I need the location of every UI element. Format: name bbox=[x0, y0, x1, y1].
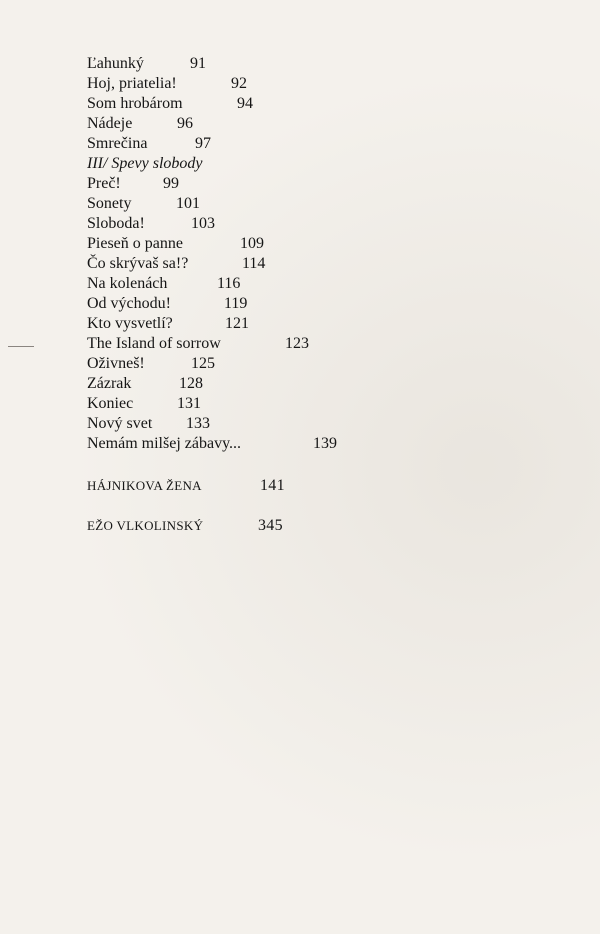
toc-work-page: 345 bbox=[258, 517, 283, 534]
toc-entry bbox=[87, 94, 387, 114]
toc-entry-page: 125 bbox=[191, 355, 215, 372]
toc-entry-title: Pieseň o panne bbox=[87, 235, 183, 252]
toc-entry-title: Nový svet bbox=[87, 415, 153, 432]
toc-entry-title: The Island of sorrow bbox=[87, 335, 221, 352]
toc-entry-page: 103 bbox=[191, 215, 215, 232]
toc-entry-page: 121 bbox=[225, 315, 249, 332]
toc-work-title: HÁJNIKOVA ŽENA bbox=[87, 478, 202, 493]
toc-entry bbox=[87, 354, 387, 374]
toc-entry-title: Kto vysvetlí? bbox=[87, 315, 173, 332]
toc-entry-page: 97 bbox=[195, 135, 211, 152]
toc-entry-page: 109 bbox=[240, 235, 264, 252]
toc-entry-title: Zázrak bbox=[87, 375, 132, 392]
toc-entry bbox=[87, 314, 387, 334]
toc-entry-title: Od východu! bbox=[87, 295, 171, 312]
toc-entry-page: 139 bbox=[313, 435, 337, 452]
toc-entry-title: Hoj, priatelia! bbox=[87, 75, 177, 92]
toc-entry-page: 94 bbox=[237, 95, 253, 112]
toc-entry-title: Čo skrývaš sa!? bbox=[87, 255, 189, 272]
toc-entry bbox=[87, 234, 387, 254]
toc-entry-title: Koniec bbox=[87, 395, 134, 412]
toc-work-entry bbox=[87, 476, 387, 496]
toc-work-page: 141 bbox=[260, 477, 285, 494]
toc-entry bbox=[87, 194, 387, 214]
toc-work-title: EŽO VLKOLINSKÝ bbox=[87, 518, 204, 533]
toc-entry bbox=[87, 134, 387, 154]
toc-entry-title: Smrečina bbox=[87, 135, 148, 152]
toc-entry-page: 119 bbox=[224, 295, 248, 312]
toc-entry-page: 128 bbox=[179, 375, 203, 392]
toc-entry bbox=[87, 114, 387, 134]
toc-entry bbox=[87, 274, 387, 294]
toc-entry-page: 114 bbox=[242, 255, 266, 272]
toc-entry-title: Som hrobárom bbox=[87, 95, 183, 112]
toc-entry-page: 92 bbox=[231, 75, 247, 92]
toc-entry-page: 96 bbox=[177, 115, 193, 132]
toc-entry-title: Sonety bbox=[87, 195, 132, 212]
toc-entry-title: Na kolenách bbox=[87, 275, 168, 292]
toc-entry bbox=[87, 334, 387, 354]
toc-section-title: III/ Spevy slobody bbox=[87, 155, 203, 172]
toc-entry-title: Ľahunký bbox=[87, 55, 144, 72]
toc-entry bbox=[87, 214, 387, 234]
toc-entry-page: 91 bbox=[190, 55, 206, 72]
table-of-contents bbox=[87, 54, 387, 536]
toc-entry-title: Preč! bbox=[87, 175, 121, 192]
toc-work-entry bbox=[87, 516, 387, 536]
toc-entry-title: Nemám milšej zábavy... bbox=[87, 435, 242, 452]
toc-entry-title: Oživneš! bbox=[87, 355, 145, 372]
toc-entry-title: Sloboda! bbox=[87, 215, 145, 232]
toc-entry bbox=[87, 434, 387, 454]
toc-section-heading bbox=[87, 154, 387, 174]
margin-dash bbox=[8, 346, 34, 347]
toc-entry bbox=[87, 254, 387, 274]
toc-entry bbox=[87, 294, 387, 314]
toc-entry bbox=[87, 394, 387, 414]
toc-entry bbox=[87, 414, 387, 434]
toc-entry bbox=[87, 54, 387, 74]
toc-entry-title: Nádeje bbox=[87, 115, 133, 132]
toc-entry-page: 133 bbox=[186, 415, 210, 432]
toc-entry bbox=[87, 374, 387, 394]
toc-entry-page: 123 bbox=[285, 335, 309, 352]
toc-entry-page: 99 bbox=[163, 175, 179, 192]
toc-entry-page: 131 bbox=[177, 395, 201, 412]
toc-entry-page: 101 bbox=[176, 195, 200, 212]
toc-entry bbox=[87, 74, 387, 94]
toc-entry-page: 116 bbox=[217, 275, 241, 292]
toc-entry bbox=[87, 174, 387, 194]
